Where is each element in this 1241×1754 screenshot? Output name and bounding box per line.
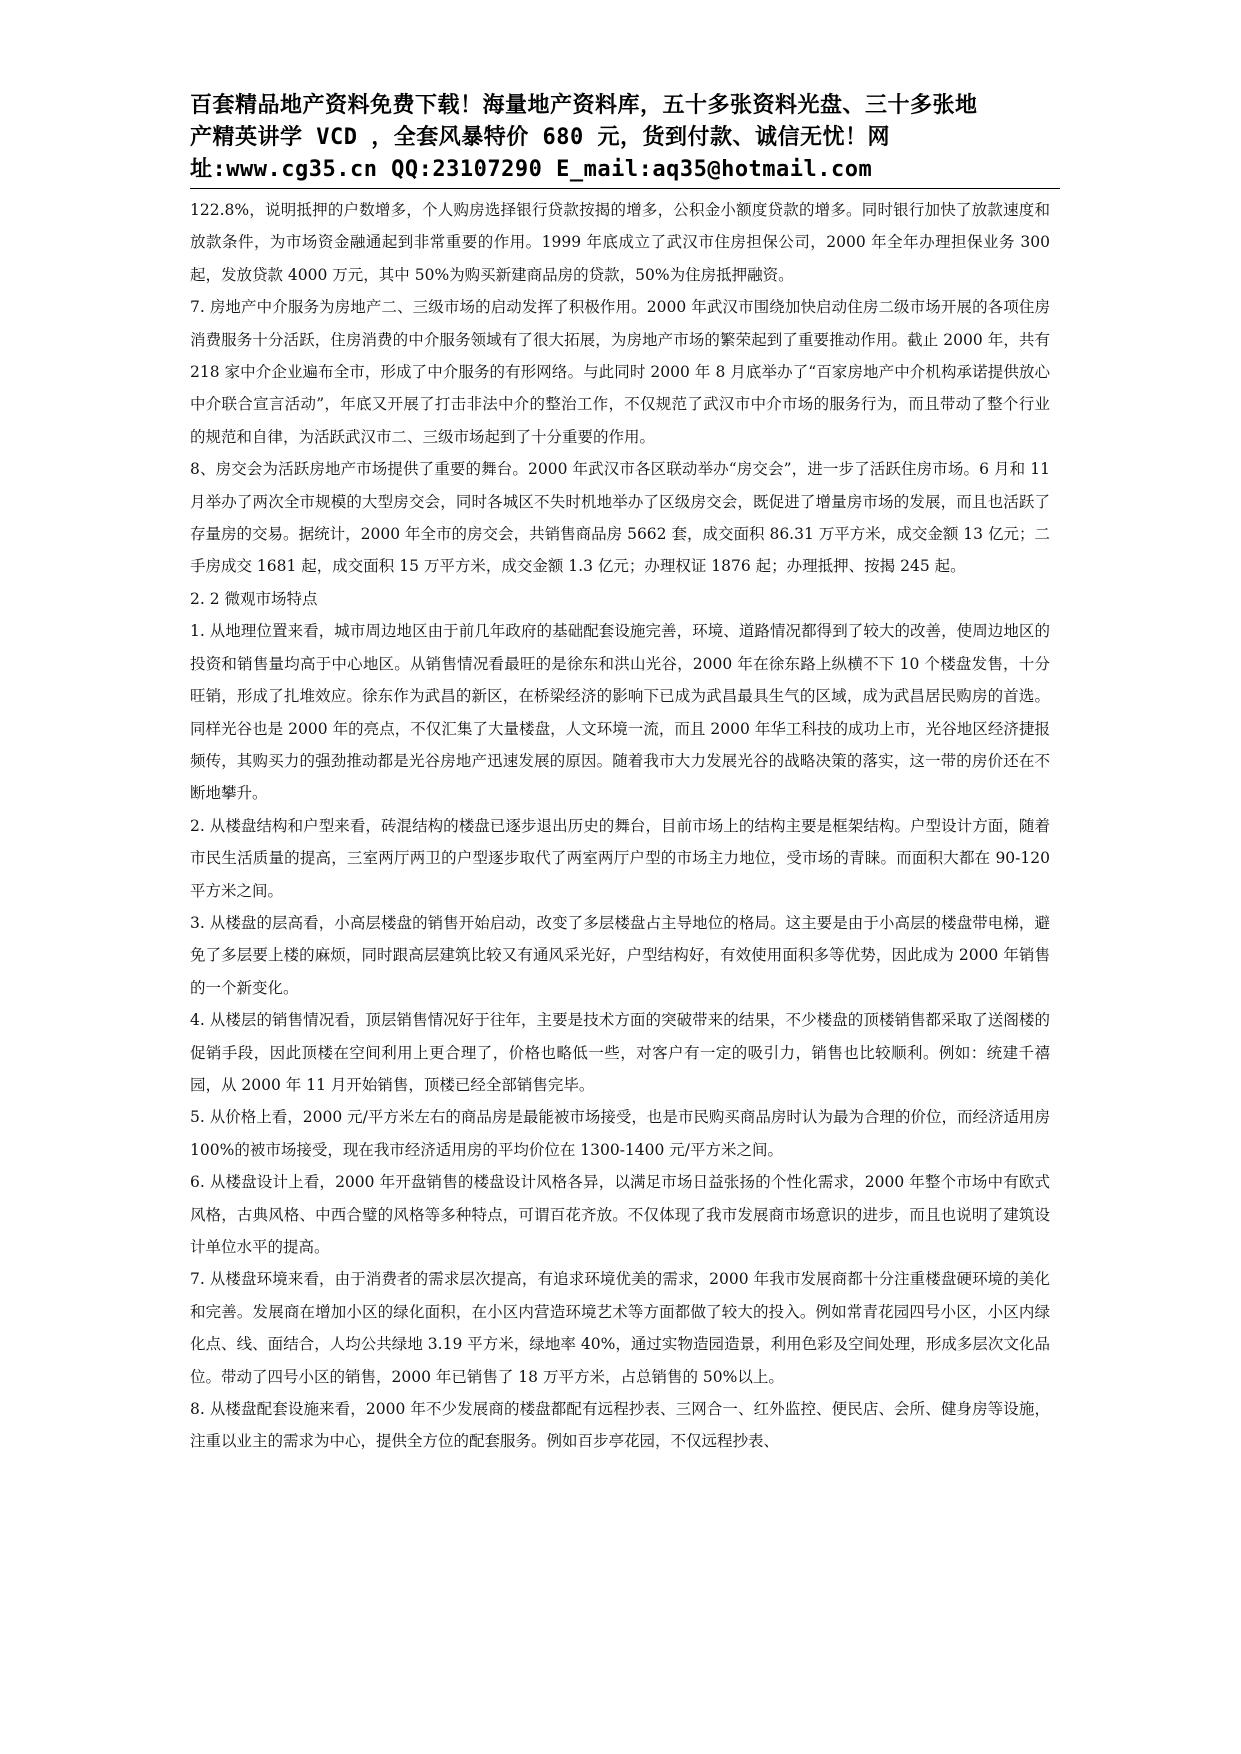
header-line-2: 产精英讲学 VCD ，全套风暴特价 680 元，货到付款、诚信无忧！网 bbox=[190, 125, 890, 150]
header-line-3: 址:www.cg35.cn QQ:23107290 E_mail:aq35@hotmail.com bbox=[190, 157, 873, 182]
paragraph-structure-layout: 2. 从楼盘结构和户型来看，砖混结构的楼盘已逐步退出历史的舞台，目前市场上的结构主要是框架结构。户型设计方面，随着市民生活质量的提高，三室两厅两卫的户型逐步取代了两室两厅户型的市场主力地位，受市场的青睐。而面积大都在 90-120 平方米之间。 bbox=[190, 816, 1050, 900]
paragraph-environment: 7. 从楼盘环境来看，由于消费者的需求层次提高，有追求环境优美的需求，2000 年我市发展商都十分注重楼盘硬环境的美化和完善。发展商在增加小区的绿化面积，在小区内营造环境艺术等方面都做了较大的投入。例如常青花园四号小区，小区内绿化点、线、面结合，人均公共绿地 3.19 平方米，绿地率 40%，通过实物造园造景，利用色彩及空间处理，形成多层次文化品位。带动了四号小区的销售，2000 年已销售了 18 万平方米，占总销售的 50%以上。 bbox=[190, 1270, 1050, 1386]
paragraph-housing-fair: 8、房交会为活跃房地产市场提供了重要的舞台。2000 年武汉市各区联动举办“房交会”，进一步了活跃住房市场。6 月和 11 月举办了两次全市规模的大型房交会，同时各城区不失时机地举办了区级房交会，既促进了增量房市场的发展，而且也活跃了存量房的交易。据统计，2000 年全市的房交会，共销售商品房 5662 套，成交面积 86.31 万平方米，成交金额 13 亿元；二手房成交 1681 起，成交面积 15 万平方米，成交金额 1.3 亿元；办理权证 1876 起；办理抵押、按揭 245 起。 bbox=[190, 460, 1050, 576]
paragraph-top-floor-sales: 4. 从楼层的销售情况看，顶层销售情况好于往年，主要是技术方面的突破带来的结果，不少楼盘的顶楼销售都采取了送阁楼的促销手段，因此顶楼在空间利用上更合理了，价格也略低一些，对客户有一定的吸引力，销售也比较顺利。例如：统建千禧园，从 2000 年 11 月开始销售，顶楼已经全部销售完毕。 bbox=[190, 1011, 1050, 1094]
paragraph-mortgage: 122.8%，说明抵押的户数增多，个人购房选择银行贷款按揭的增多，公积金小额度贷款的增多。同时银行加快了放款速度和放款条件，为市场资金融通起到非常重要的作用。1999 年底成立了武汉市住房担保公司，2000 年全年办理担保业务 300 起，发放贷款 4000 万元，其中 50%为购买新建商品房的贷款，50%为住房抵押融资。 bbox=[190, 201, 1050, 284]
paragraph-floor-height: 3. 从楼盘的层高看，小高层楼盘的销售开始启动，改变了多层楼盘占主导地位的格局。这主要是由于小高层的楼盘带电梯，避免了多层要上楼的麻烦，同时跟高层建筑比较又有通风采光好，户型结构好，有效使用面积多等优势，因此成为 2000 年销售的一个新变化。 bbox=[190, 913, 1050, 997]
section-heading-micro-market: 2. 2 微观市场特点 bbox=[190, 589, 318, 608]
ad-header bbox=[190, 90, 1060, 186]
paragraph-facilities: 8. 从楼盘配套设施来看，2000 年不少发展商的楼盘都配有远程抄表、三网合一、红外监控、便民店、会所、健身房等设施，注重以业主的需求为中心，提供全方位的配套服务。例如百步亭花园，不仅远程抄表、 bbox=[190, 1400, 1050, 1451]
paragraph-location: 1. 从地理位置来看，城市周边地区由于前几年政府的基础配套设施完善，环境、道路情况都得到了较大的改善，使周边地区的投资和销售量均高于中心地区。从销售情况看最旺的是徐东和洪山光谷，2000 年在徐东路上纵横不下 10 个楼盘发售，十分旺销，形成了扎堆效应。徐东作为武昌的新区，在桥梁经济的影响下已成为武昌最具生气的区域，成为武昌居民购房的首选。同样光谷也是 2000 年的亮点，不仅汇集了大量楼盘，人文环境一流，而且 2000 年华工科技的成功上市，光谷地区经济捷报频传，其购买力的强劲推动都是光谷房地产迅速发展的原因。随着我市大力发展光谷的战略决策的落实，这一带的房价还在不断地攀升。 bbox=[190, 622, 1050, 803]
body-text bbox=[190, 194, 1050, 1458]
paragraph-agency-services: 7. 房地产中介服务为房地产二、三级市场的启动发挥了积极作用。2000 年武汉市围绕加快启动住房二级市场开展的各项住房消费服务十分活跃，住房消费的中介服务领域有了很大拓展，为房地产市场的繁荣起到了重要推动作用。截止 2000 年，共有 218 家中介企业遍布全市，形成了中介服务的有形网络。与此同时 2000 年 8 月底举办了“百家房地产中介机构承诺提供放心中介联合宣言活动”，年底又开展了打击非法中介的整治工作，不仅规范了武汉市中介市场的服务行为，而且带动了整个行业的规范和自律，为活跃武汉市二、三级市场起到了十分重要的作用。 bbox=[190, 298, 1050, 446]
paragraph-design: 6. 从楼盘设计上看，2000 年开盘销售的楼盘设计风格各异，以满足市场日益张扬的个性化需求，2000 年整个市场中有欧式风格，古典风格、中西合璧的风格等多种特点，可谓百花齐放。不仅体现了我市发展商市场意识的进步，而且也说明了建筑设计单位水平的提高。 bbox=[190, 1173, 1050, 1256]
header-divider bbox=[190, 188, 1060, 189]
paragraph-price: 5. 从价格上看，2000 元/平方米左右的商品房是最能被市场接受，也是市民购买商品房时认为最为合理的价位，而经济适用房 100%的被市场接受，现在我市经济适用房的平均价位在 1300-1400 元/平方米之间。 bbox=[190, 1108, 1050, 1159]
header-line-1: 百套精品地产资料免费下载！海量地产资料库，五十多张资料光盘、三十多张地 bbox=[190, 93, 978, 118]
